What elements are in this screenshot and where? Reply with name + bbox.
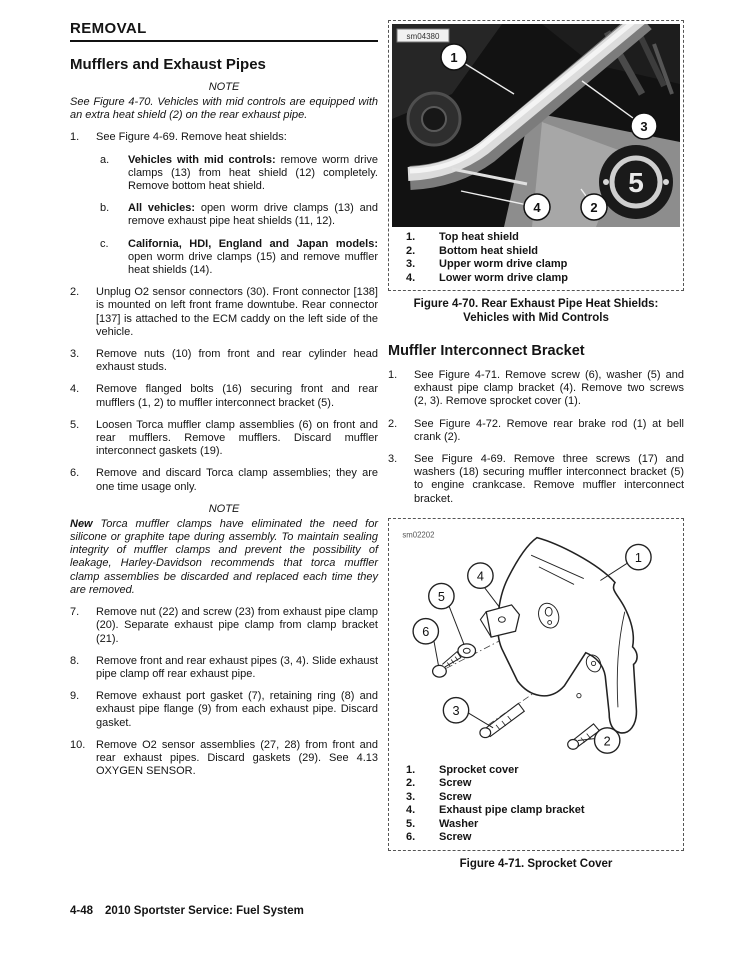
note-text-2	[70, 518, 378, 597]
legend-row	[406, 831, 680, 845]
step-item	[70, 739, 378, 779]
legend-label: Top heat shield	[439, 231, 519, 243]
legend-row	[406, 272, 680, 286]
svg-text:2: 2	[603, 734, 611, 749]
legend-label: Screw	[439, 777, 472, 790]
legend-label: Lower worm drive clamp	[439, 271, 568, 284]
figure-4-70-box	[388, 20, 684, 291]
figure-4-71-box	[388, 518, 684, 851]
figure-4-70-legend	[392, 227, 680, 285]
svg-text:1: 1	[450, 50, 458, 65]
page-footer	[70, 905, 304, 917]
note-label: NOTE	[208, 81, 240, 93]
legend-label: Screw	[439, 831, 472, 844]
muffler-steps-part2	[70, 606, 378, 778]
step-text: Loosen Torca muffler clamp assemblies (6) on front and rear mufflers. Remove mufflers. Discard muffler interconnect gaskets (19).	[96, 418, 378, 458]
photo-tag: sm04380	[406, 32, 440, 41]
step-item	[70, 419, 378, 459]
step-text: Remove exhaust port gasket (7), retaining ring (8) and exhaust pipe flange (9) from each exhaust pipe. Discard gasket.	[96, 690, 378, 729]
legend-label: Screw	[439, 790, 472, 803]
substep-item	[100, 238, 378, 278]
step-item	[70, 348, 378, 374]
svg-text:3: 3	[452, 703, 460, 718]
legend-number: 2.	[406, 777, 416, 790]
legend-number: 2.	[406, 244, 416, 257]
muffler-steps-part1	[70, 131, 378, 493]
legend-row	[406, 764, 680, 778]
step-text: Remove and discard Torca clamp assemblies; they are one time usage only.	[96, 467, 378, 493]
substep-item	[100, 154, 378, 194]
right-column	[388, 20, 684, 871]
step-item	[70, 467, 378, 493]
subsection-title: Mufflers and Exhaust Pipes	[70, 56, 266, 73]
substep-text: All vehicles: open worm drive clamps (13) and remove exhaust pipe heat shields (11, 12).	[128, 202, 378, 228]
step-item	[388, 453, 684, 506]
step-item	[388, 369, 684, 409]
legend-number: 4.	[406, 271, 416, 284]
legend-number: 3.	[406, 790, 416, 803]
substep-letter: a.	[100, 153, 110, 166]
step-text: Remove nuts (10) from front and rear cylinder head exhaust studs.	[96, 348, 378, 374]
step-text: Remove nut (22) and screw (23) from exhaust pipe clamp (20). Separate exhaust pipe clamp from clamp bracket (21).	[96, 606, 378, 645]
step-item	[70, 606, 378, 646]
step-text: Unplug O2 sensor connectors (30). Front connector [138] is mounted on left front frame downtube. Rear connector [137] is attached to the ECM caddy on the left side of the vehicle.	[96, 286, 378, 338]
svg-text:1: 1	[634, 550, 642, 565]
svg-text:3: 3	[640, 119, 648, 134]
legend-number: 6.	[406, 831, 416, 844]
svg-text:6: 6	[422, 624, 430, 639]
legend-number: 3.	[406, 258, 416, 270]
step-item	[70, 655, 378, 681]
callout-6	[413, 618, 438, 643]
legend-row	[406, 231, 680, 245]
step-number: 2.	[70, 286, 80, 299]
legend-number: 4.	[406, 804, 416, 817]
step-item	[70, 131, 378, 277]
svg-text:4: 4	[476, 569, 484, 584]
svg-text:2: 2	[590, 200, 598, 215]
callout-1	[441, 44, 467, 70]
callout-2	[581, 194, 607, 220]
step-item	[70, 286, 378, 339]
step-number: 8.	[70, 654, 80, 667]
bracket-steps	[388, 369, 684, 506]
legend-label: Sprocket cover	[439, 763, 519, 776]
legend-number: 1.	[406, 763, 416, 776]
step-number: 4.	[70, 383, 80, 396]
step-number: 10.	[70, 738, 86, 751]
legend-label: Upper worm drive clamp	[439, 258, 568, 270]
callout-4	[524, 194, 550, 220]
substep-letter: c.	[100, 237, 109, 250]
figure-4-70-caption: Figure 4-70. Rear Exhaust Pipe Heat Shields: Vehicles with Mid Controls	[413, 298, 659, 324]
bracket-heading: Muffler Interconnect Bracket	[388, 343, 585, 359]
figure-4-71-legend	[392, 760, 680, 845]
drawing-tag: sm02202	[402, 530, 435, 540]
substep-text: California, HDI, England and Japan models: open worm drive clamps (15) and remove muffler heat shields (14).	[128, 237, 378, 277]
svg-text:4: 4	[533, 200, 541, 215]
note-label-2: NOTE	[208, 502, 240, 515]
callout-1	[626, 544, 651, 569]
figure-4-71-caption: Figure 4-71. Sprocket Cover	[459, 857, 613, 870]
step-number: 1.	[70, 131, 80, 144]
legend-row	[406, 804, 680, 818]
step-number: 3.	[388, 453, 398, 466]
step-text: See Figure 4-69. Remove three screws (17) and washers (18) securing muffler interconnect bracket (5) to engine crankcase. Remove muffler interconnect bracket.	[414, 453, 684, 505]
callout-5	[429, 583, 454, 608]
step-text: Remove O2 sensor assemblies (27, 28) from front and rear exhaust pipes. Discard gaskets (29). See 4.13 OXYGEN SENSOR.	[96, 738, 378, 778]
legend-number: 5.	[406, 817, 416, 830]
step-text: See Figure 4-69. Remove heat shields:	[96, 131, 287, 144]
step-number: 6.	[70, 467, 80, 480]
left-column	[70, 20, 378, 787]
step-number: 5.	[70, 418, 80, 431]
legend-row	[406, 777, 680, 791]
step-text: Remove front and rear exhaust pipes (3, 4). Slide exhaust pipe clamp off rear exhaust pipe.	[96, 654, 378, 680]
svg-text:5: 5	[437, 589, 445, 604]
note-rest: Torca muffler clamps have eliminated the need for silicone or graphite tape during assembly. To maintain sealing integrity of muffler clamps and prevent the possibility of leakage, Harley-Davidson recommends that torca muffler clamp assemblies be discarded and replaced each time they are removed.	[70, 517, 378, 596]
legend-row	[406, 258, 680, 272]
callout-5-badge: 5	[628, 167, 644, 198]
substep-item	[100, 202, 378, 228]
section-title: REMOVAL	[70, 20, 147, 37]
note-bold-lead: New	[70, 517, 93, 530]
substep-letter: b.	[100, 202, 110, 215]
callout-3	[443, 697, 468, 722]
step-item	[70, 383, 378, 409]
step-number: 7.	[70, 606, 80, 619]
page-number: 4-48	[70, 905, 94, 917]
note-text: See Figure 4-70. Vehicles with mid controls are equipped with an extra heat shield (2) on the rear exhaust pipe.	[70, 96, 378, 122]
step-item	[70, 690, 378, 730]
step-item	[388, 418, 684, 444]
step-number: 3.	[70, 348, 80, 361]
sprocket-cover-illustration	[392, 522, 680, 760]
step-text: See Figure 4-71. Remove screw (6), washer (5) and exhaust pipe clamp bracket (4). Remove two screws (2, 3). Remove sprocket cover (1).	[414, 369, 684, 408]
legend-number: 1.	[406, 231, 416, 243]
callout-3	[631, 113, 657, 139]
doc-title: 2010 Sportster Service: Fuel System	[105, 905, 304, 917]
legend-row	[406, 245, 680, 259]
callout-4	[468, 563, 493, 588]
step-text: Remove flanged bolts (16) securing front and rear mufflers (1, 2) to muffler interconnect bracket (5).	[96, 383, 378, 409]
legend-row	[406, 791, 680, 805]
step-text: See Figure 4-72. Remove rear brake rod (1) at bell crank (2).	[414, 417, 684, 443]
exhaust-photo-illustration	[392, 24, 680, 227]
callout-2	[595, 728, 620, 753]
step-number: 1.	[388, 369, 398, 381]
step-number: 2.	[388, 417, 398, 430]
substep-text: Vehicles with mid controls: remove worm drive clamps (13) from heat shield (12) completely. Remove bottom heat shield.	[128, 153, 379, 193]
legend-row	[406, 818, 680, 832]
step-number: 9.	[70, 690, 80, 703]
section-rule	[70, 40, 378, 42]
legend-label: Exhaust pipe clamp bracket	[439, 804, 585, 817]
legend-label: Washer	[439, 817, 479, 830]
legend-label: Bottom heat shield	[439, 244, 539, 257]
